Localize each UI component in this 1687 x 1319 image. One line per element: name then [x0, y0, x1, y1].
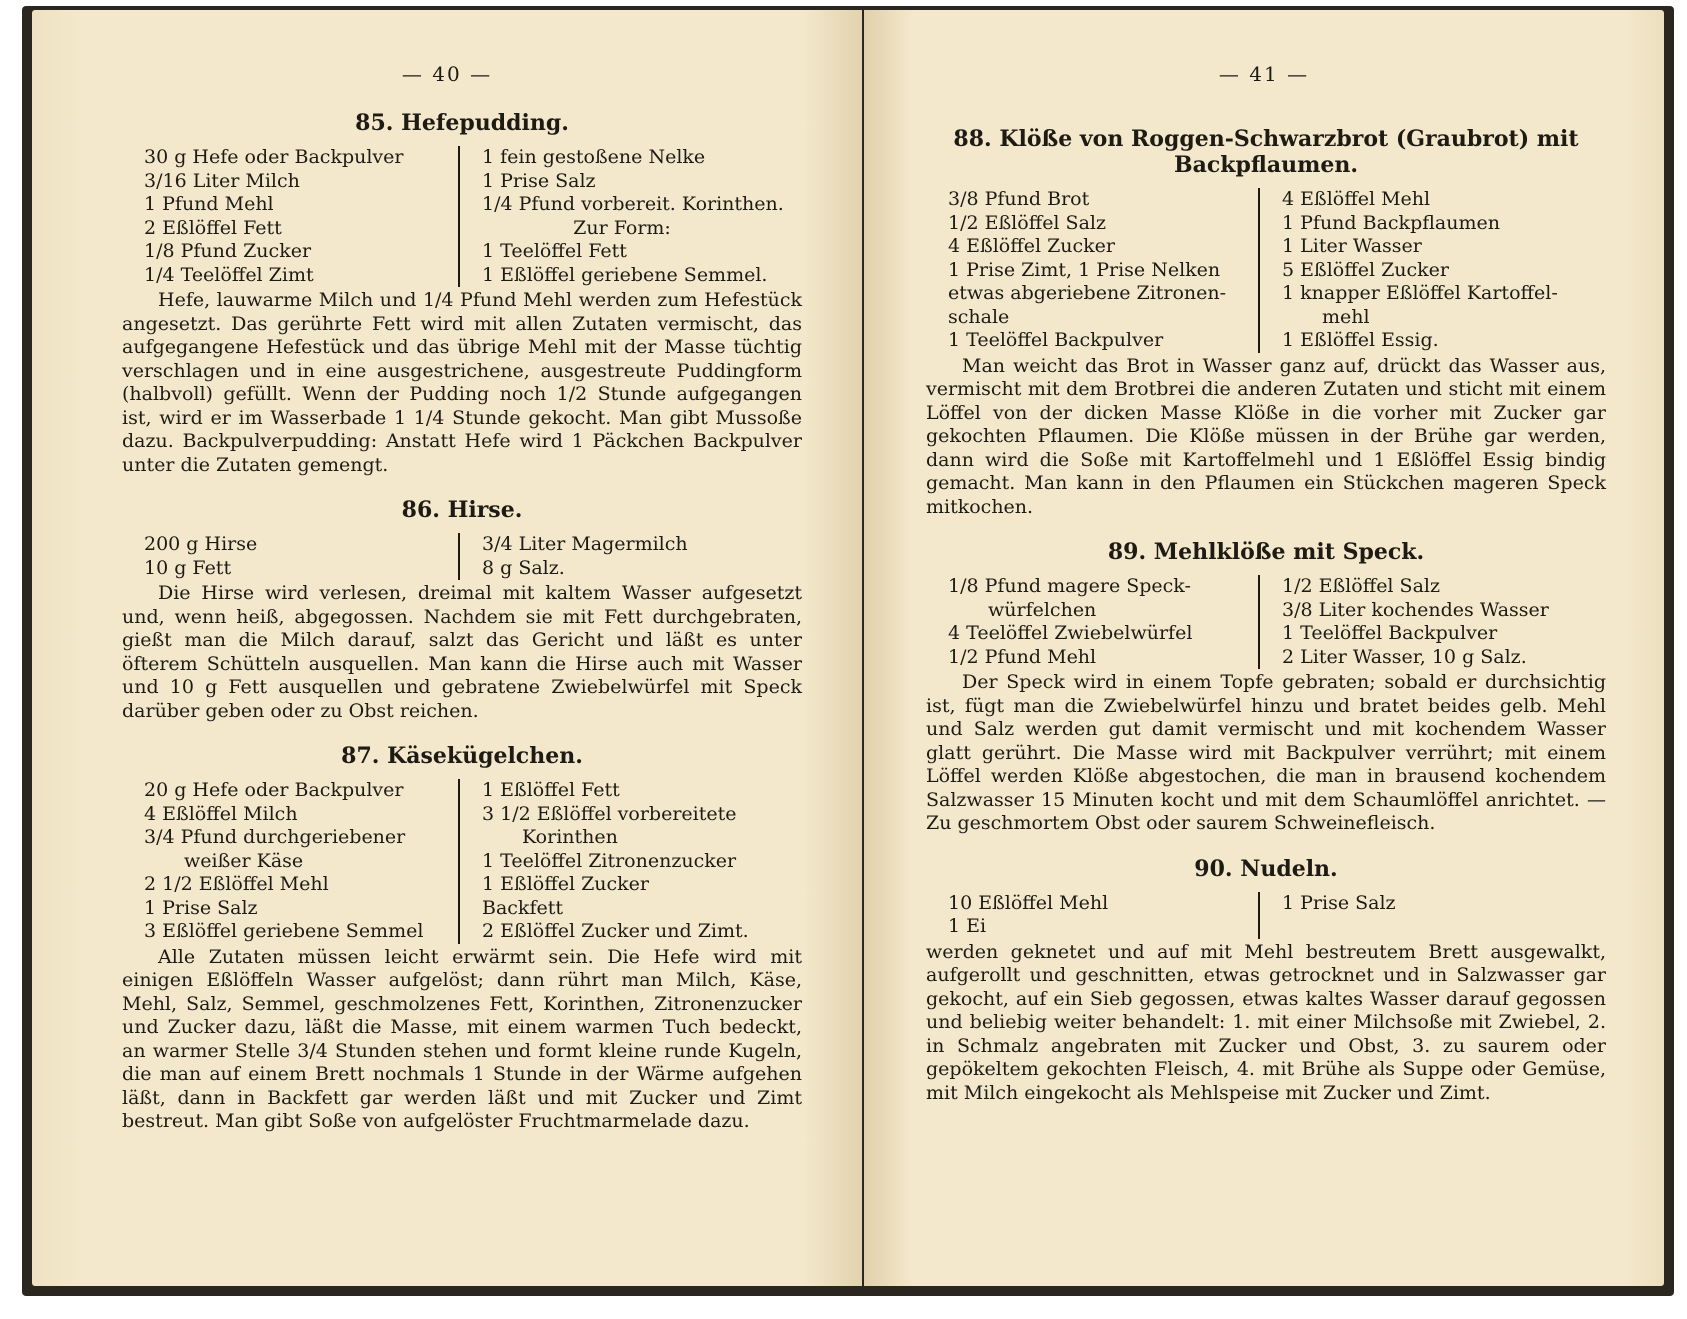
- ingredient: 4 Teelöffel Zwiebelwürfel: [948, 622, 1193, 644]
- ingredient-column: [460, 779, 802, 944]
- ingredient-list: [144, 146, 802, 287]
- ingredient: 3 1/2 Eßlöffel vorbereitete: [482, 802, 737, 825]
- ingredient: 1 Prise Salz: [482, 169, 596, 192]
- ingredient: 2 Eßlöffel Zucker und Zimt.: [482, 920, 749, 942]
- ingredient: 1 Teelöffel Backpulver: [1282, 622, 1498, 644]
- ingredient: 1/2 Pfund Mehl: [948, 645, 1097, 668]
- ingredient: 4 Eßlöffel Zucker: [948, 235, 1115, 257]
- recipe-text: Hefe, lauwarme Milch und 1/4 Pfund Mehl werden zum Hefestück angesetzt. Das gerührte Fett wird mit allen Zutaten vermischt, das aufgegangene Hefestück und das übrige Mehl mit der Masse tüchtig verschlagen und in eine ausgestrichene, ausgestreute Puddingform (halbvoll) gefüllt. Wenn der Pudding noch 1/2 Stunde aufgegangen ist, wird er im Wasserbade 1 1/4 Stunde gekocht. Man gibt Mussoße dazu. Backpulverpudding: Anstatt Hefe wird 1 Päckchen Backpulver unter die Zutaten gemengt.: [122, 289, 802, 476]
- ingredient: 10 Eßlöffel Mehl: [948, 891, 1109, 914]
- ingredient: 1/2 Eßlöffel Salz: [948, 211, 1106, 234]
- recipe-title: 86. Hirse.: [401, 497, 523, 523]
- ingredient: 3/4 Pfund durchgeriebener: [144, 826, 406, 848]
- ingredient-column: [948, 575, 1260, 669]
- ingredient: 3 Eßlöffel geriebene Semmel: [144, 920, 424, 942]
- ingredient: 3/4 Liter Magermilch: [482, 533, 688, 555]
- ingredient: würfelchen: [988, 598, 1097, 621]
- ingredient-column: [144, 146, 460, 287]
- ingredient-subheading: Zur Form:: [573, 216, 671, 239]
- ingredient: 1 Prise Salz: [1282, 891, 1396, 914]
- recipe-text: Alle Zutaten müssen leicht erwärmt sein. Die Hefe wird mit einigen Eßlöffeln Wasser aufgelöst; dann rührt man Milch, Käse, Mehl, Salz, Semmel, geschmolzenes Fett, Korinthen, Zitronenzucker und Zucker dazu, läßt die Masse, mit einem warmen Tuch bedeckt, an warmer Stelle 3/4 Stunden stehen und formt kleine runde Kugeln, die man auf einem Brett nochmals 1 Stunde in der Wärme aufgehen läßt, dann in Backfett gar werden läßt und mit Zucker und Zimt bestreut. Man gibt Soße von aufgelöster Fruchtmarmelade dazu.: [122, 945, 802, 1132]
- ingredient: 3/8 Liter kochendes Wasser: [1282, 598, 1549, 621]
- page-content: [122, 110, 802, 1154]
- ingredient: weißer Käse: [184, 849, 304, 872]
- ingredient: 1 Teelöffel Zitronenzucker: [482, 849, 737, 872]
- recipe-title: 88. Klöße von Roggen-Schwarzbrot (Graubrot) mit Backpflaumen.: [953, 126, 1579, 178]
- ingredient: 1 Ei: [948, 915, 987, 937]
- ingredient: 1 Teelöffel Fett: [482, 240, 627, 262]
- ingredient: 1/4 Pfund vorbereit. Korinthen.: [482, 193, 784, 215]
- right-page: [864, 10, 1664, 1286]
- recipe-title: 85. Hefepudding.: [355, 110, 569, 136]
- ingredient: 30 g Hefe oder Backpulver: [144, 146, 404, 168]
- recipe-text: Man weicht das Brot in Wasser ganz auf, drückt das Wasser aus, vermischt mit dem Brotbrei die anderen Zutaten und sticht mit einem Löffel von der dicken Masse Klöße in die vorher mit Zucker gar gekochten Pflaumen. Die Klöße müssen in der Brühe gar werden, dann wird die Soße mit Kartoffelmehl und 1 Eßlöffel Essig bindig gemacht. Man kann in den Pflaumen ein Stückchen mageren Speck mitkochen.: [926, 354, 1606, 518]
- ingredient: 1 Pfund Backpflaumen: [1282, 211, 1500, 234]
- ingredient: 1 Eßlöffel geriebene Semmel.: [482, 263, 768, 286]
- ingredient: 1/8 Pfund magere Speck-: [948, 575, 1191, 597]
- ingredient: 1 Liter Wasser: [1282, 235, 1422, 257]
- recipe-text: werden geknetet und auf mit Mehl bestreutem Brett ausgewalkt, aufgerollt und geschnitten, etwas getrocknet und in Salzwasser gar gekocht, auf ein Sieb gegossen, etwas kaltes Wasser darauf gegossen und beliebig weiter behandelt: 1. mit einer Milchsoße mit Zwiebel, 2. in Schmalz angebraten mit Zucker und Obst, 3. zu saurem oder gepökeltem gekochten Fleisch, 4. mit Brühe als Suppe oder Gemüse, mit Milch eingekocht als Mehlspeise mit Zucker und Zimt.: [926, 940, 1606, 1104]
- ingredient: 2 1/2 Eßlöffel Mehl: [144, 873, 329, 895]
- recipe-title: 87. Käsekügelchen.: [341, 743, 583, 769]
- ingredient: 10 g Fett: [144, 556, 232, 579]
- ingredient-list: [144, 779, 802, 944]
- ingredient: 1 Prise Salz: [144, 896, 258, 919]
- ingredient: 4 Eßlöffel Milch: [144, 802, 298, 825]
- ingredient-column: [144, 533, 460, 580]
- ingredient: mehl: [1322, 305, 1370, 328]
- ingredient-column: [1260, 892, 1606, 939]
- ingredient-list: [144, 533, 802, 580]
- ingredient: 1 fein gestoßene Nelke: [482, 146, 706, 168]
- ingredient: 1 Teelöffel Backpulver: [948, 329, 1164, 351]
- ingredient: 2 Liter Wasser, 10 g Salz.: [1282, 645, 1527, 668]
- ingredient-column: [948, 188, 1260, 353]
- left-page: [32, 10, 862, 1286]
- ingredient: 3/8 Pfund Brot: [948, 188, 1090, 210]
- ingredient: etwas abgeriebene Zitronen-: [948, 282, 1227, 304]
- ingredient-column: [460, 533, 802, 580]
- recipe-title: 90. Nudeln.: [1194, 855, 1338, 882]
- ingredient: Korinthen: [522, 826, 618, 848]
- open-book: [22, 6, 1674, 1296]
- ingredient: 20 g Hefe oder Backpulver: [144, 779, 404, 801]
- recipe-text: Die Hirse wird verlesen, dreimal mit kaltem Wasser aufgesetzt und, wenn heiß, abgegossen. Nachdem sie mit Fett durchgebraten, gießt man die Milch darauf, salzt das Gericht und läßt es unter öfterem Schütteln ausquellen. Man kann die Hirse auch mit Wasser und 10 g Fett ausquellen und gebratene Zwiebelwürfel mit Speck darüber geben oder zu Obst reichen.: [122, 582, 802, 722]
- ingredient-list: [948, 575, 1606, 669]
- page-number: — 41 —: [1218, 62, 1310, 86]
- ingredient: 5 Eßlöffel Zucker: [1282, 258, 1449, 281]
- page-number: — 40 —: [401, 62, 493, 86]
- ingredient: 1 knapper Eßlöffel Kartoffel-: [1282, 282, 1558, 304]
- recipe-text: Der Speck wird in einem Topfe gebraten; sobald er durchsichtig ist, fügt man die Zwiebelwürfel hinzu und bratet beides gelb. Mehl und Salz werden gut damit vermischt und mit kochendem Wasser glatt gerührt. Die Masse wird mit Backpulver verrührt; mit einem Löffel werden Klöße abgestochen, die man in brausend kochendem Salzwasser 15 Minuten kocht und mit dem Schaumlöffel anrichtet. — Zu geschmortem Obst oder saurem Schweinefleisch.: [926, 671, 1606, 834]
- ingredient: 200 g Hirse: [144, 533, 258, 555]
- page-content: [926, 126, 1606, 1125]
- ingredient: 8 g Salz.: [482, 556, 565, 579]
- ingredient: 1 Prise Zimt, 1 Prise Nelken: [948, 258, 1221, 281]
- ingredient: schale: [948, 305, 1010, 328]
- ingredient: 1/8 Pfund Zucker: [144, 240, 312, 262]
- ingredient-column: [1260, 575, 1606, 669]
- ingredient-column: [1260, 188, 1606, 353]
- ingredient: 1 Pfund Mehl: [144, 193, 274, 215]
- ingredient-list: [948, 892, 1606, 939]
- recipe-title: 89. Mehlklöße mit Speck.: [1107, 539, 1425, 565]
- ingredient: 2 Eßlöffel Fett: [144, 216, 282, 239]
- ingredient-column: [460, 146, 802, 287]
- ingredient: 1 Eßlöffel Fett: [482, 779, 620, 801]
- ingredient: Backfett: [482, 896, 563, 919]
- ingredient: 4 Eßlöffel Mehl: [1282, 188, 1431, 210]
- ingredient: 1 Eßlöffel Essig.: [1282, 329, 1439, 351]
- ingredient-column: [144, 779, 460, 944]
- ingredient-list: [948, 188, 1606, 353]
- ingredient: 1/2 Eßlöffel Salz: [1282, 575, 1440, 597]
- ingredient-column: [948, 892, 1260, 939]
- ingredient: 1/4 Teelöffel Zimt: [144, 263, 314, 286]
- ingredient: 1 Eßlöffel Zucker: [482, 873, 649, 895]
- ingredient: 3/16 Liter Milch: [144, 169, 300, 192]
